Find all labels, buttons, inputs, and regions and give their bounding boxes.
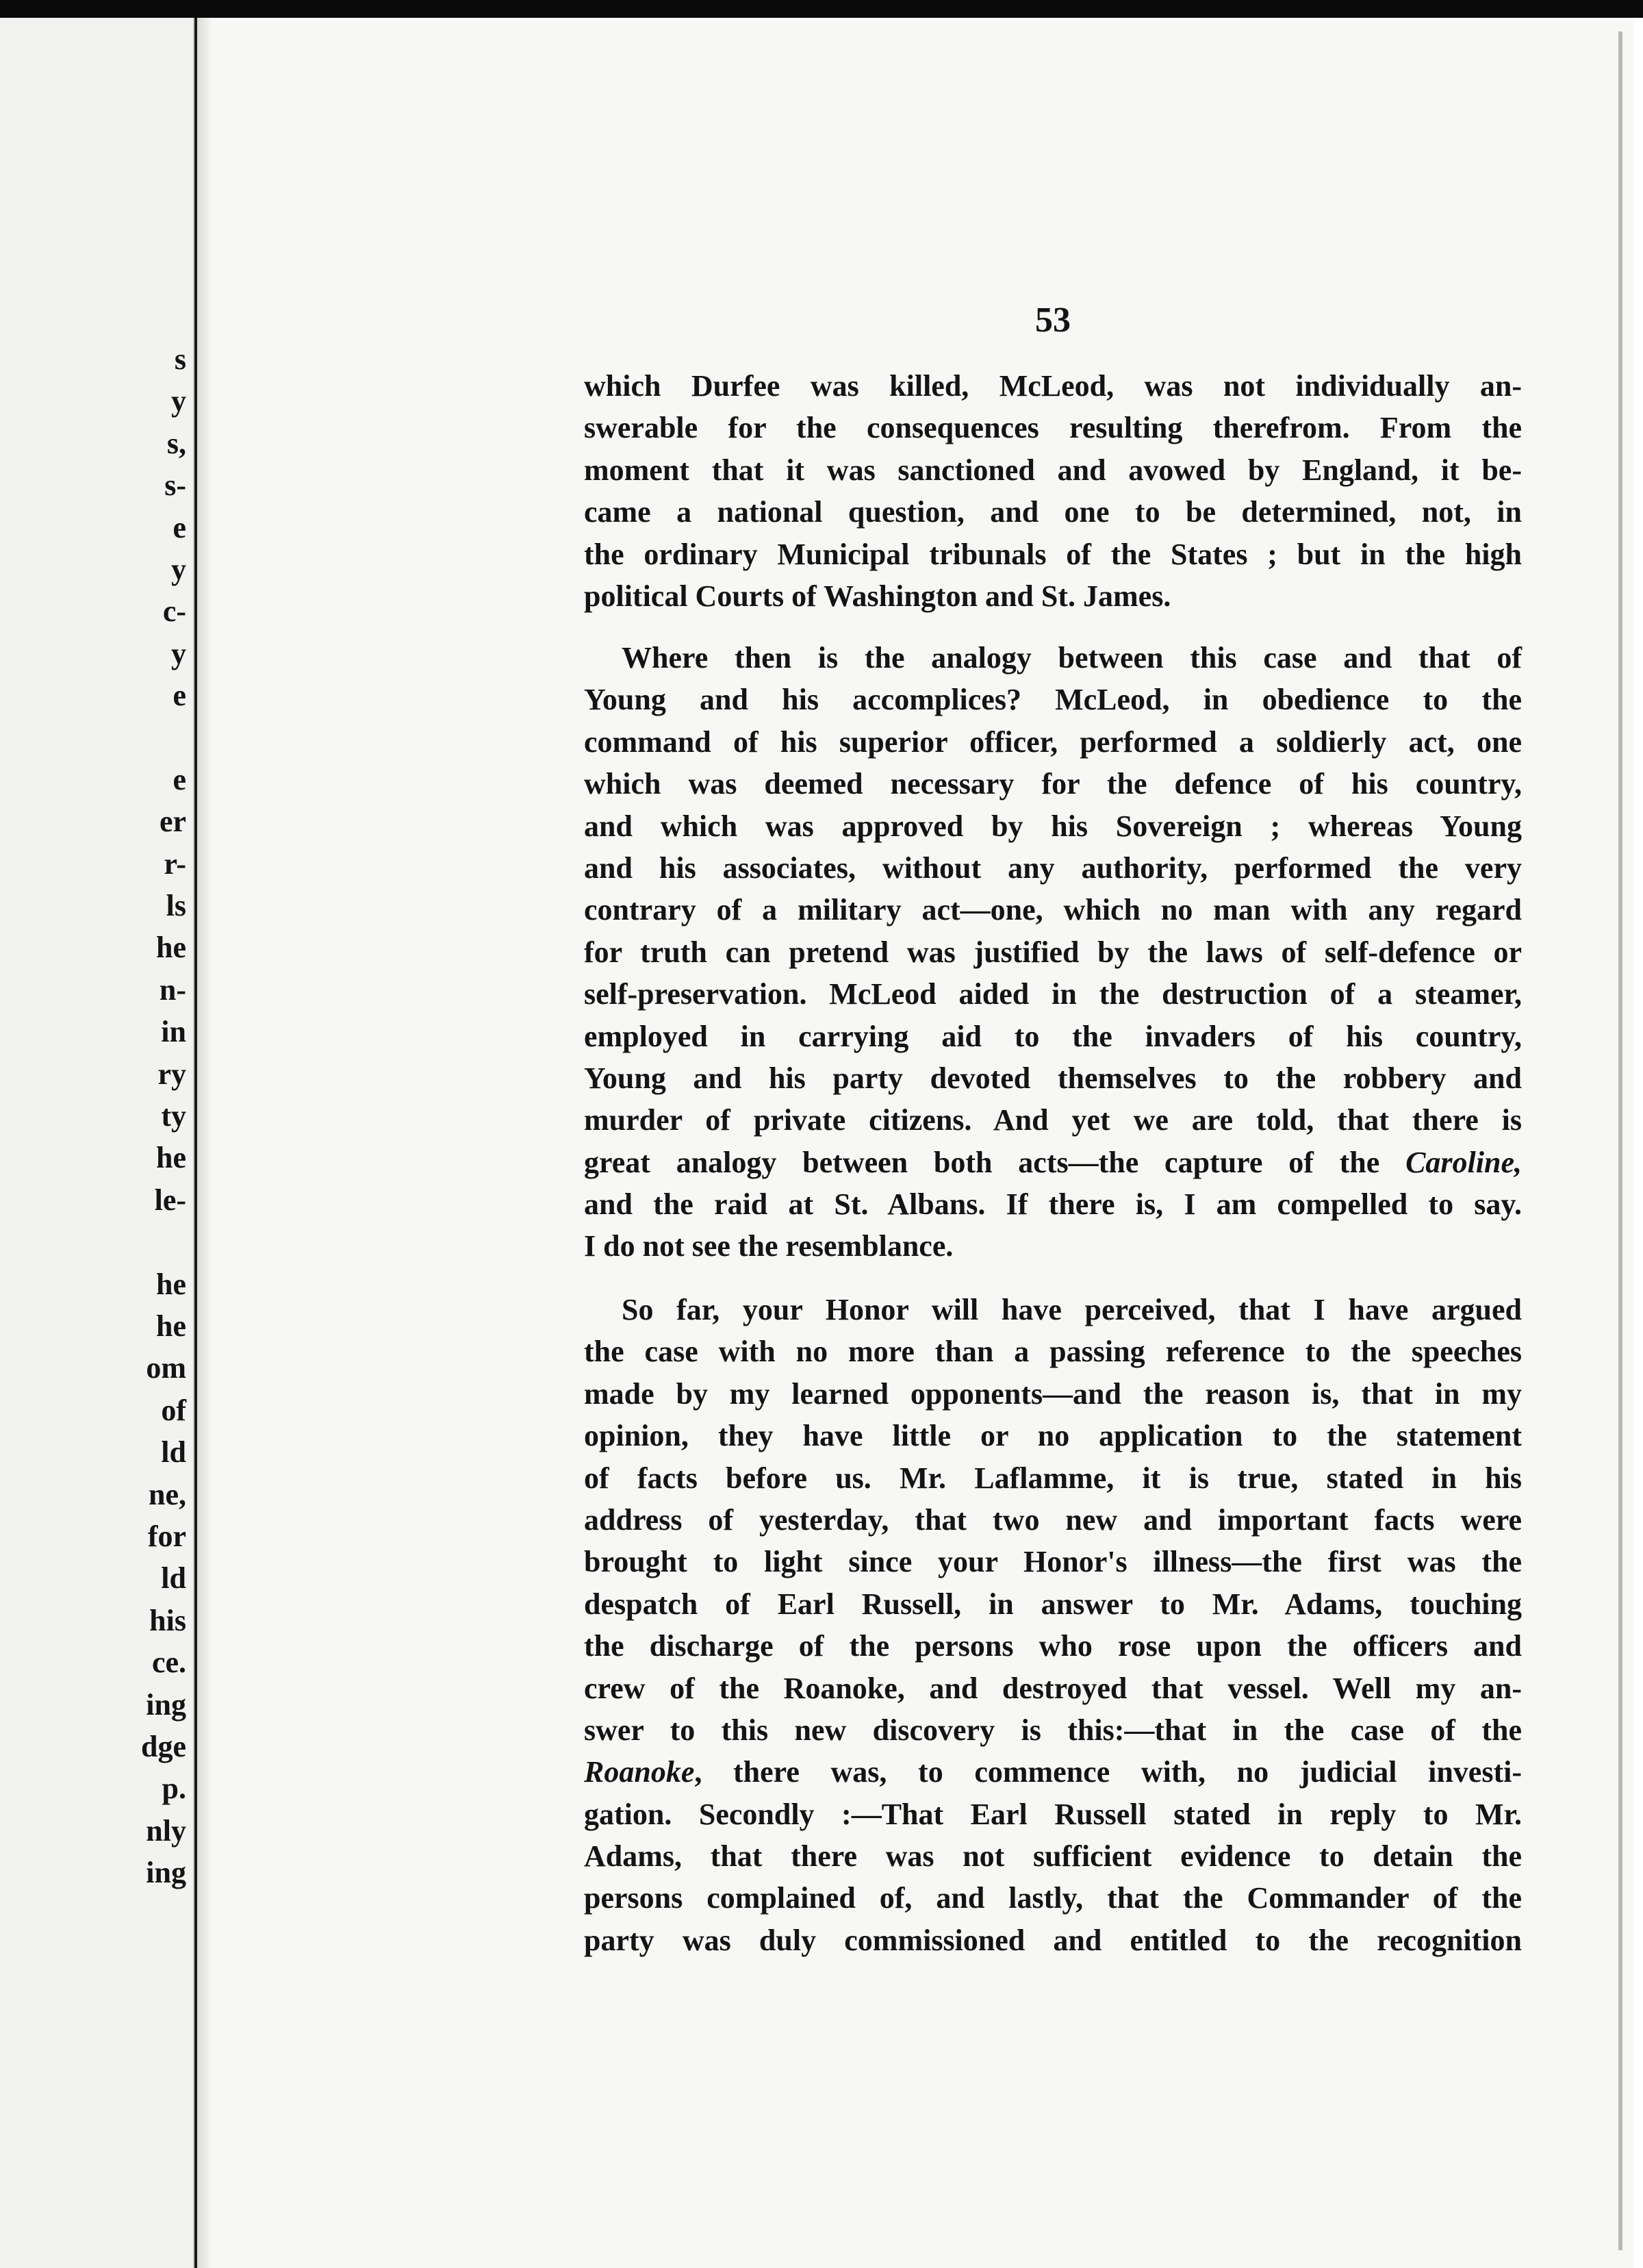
text-line: murder of private citizens. And yet we are told, that there is xyxy=(584,1103,1522,1137)
scan-top-edge xyxy=(0,0,1643,18)
fragment-line: y xyxy=(171,384,186,418)
fragment-line: p. xyxy=(162,1772,186,1806)
paragraph-3 xyxy=(584,1289,1522,1961)
fragment-line: for xyxy=(147,1519,186,1553)
paragraph-2 xyxy=(584,637,1522,1268)
text-line: crew of the Roanoke, and destroyed that vessel. Well my an- xyxy=(584,1671,1522,1705)
text-line: contrary of a military act—one, which no man with any regard xyxy=(584,893,1522,927)
text-line: the discharge of the persons who rose upon the officers and xyxy=(584,1629,1522,1663)
fragment-line: in xyxy=(161,1015,186,1049)
text-line: swerable for the consequences resulting therefrom. From the xyxy=(584,411,1522,445)
text-line: despatch of Earl Russell, in answer to Mr. Adams, touching xyxy=(584,1587,1522,1621)
fragment-line: ty xyxy=(161,1099,186,1133)
fragment-line: y xyxy=(171,636,186,670)
text-line-with-italic xyxy=(584,1142,1522,1183)
text-line: Adams, that there was not sufficient evidence to detain the xyxy=(584,1839,1522,1874)
page-edge-shadow xyxy=(1618,32,1622,2250)
text-line: and his associates, without any authority, performed the very xyxy=(584,850,1522,885)
fragment-line: of xyxy=(161,1393,186,1427)
text-line: address of yesterday, that two new and important facts were xyxy=(584,1502,1522,1537)
text-line: employed in carrying aid to the invaders of his country, xyxy=(584,1019,1522,1053)
text-line: So far, your Honor will have perceived, that I have argued xyxy=(622,1293,1522,1326)
facing-page-text-fragments xyxy=(77,338,186,1893)
fragment-line xyxy=(77,717,186,759)
fragment-line: s- xyxy=(164,468,186,503)
fragment-line: ing xyxy=(146,1856,186,1890)
text-line: Young and his party devoted themselves to the robbery and xyxy=(584,1061,1522,1095)
fragment-line: n- xyxy=(159,972,186,1007)
facing-page-left xyxy=(0,18,194,2268)
fragment-line: c- xyxy=(162,594,186,629)
text-line: Young and his accomplices? McLeod, in obedience to the xyxy=(584,683,1522,717)
text-line: made by my learned opponents—and the reason is, that in my xyxy=(584,1376,1522,1411)
text-line: I do not see the resemblance. xyxy=(584,1229,954,1263)
text-segment: great analogy between both acts—the capture of the xyxy=(584,1145,1406,1179)
text-line: Where then is the analogy between this case and that of xyxy=(622,641,1522,675)
fragment-line: dge xyxy=(141,1729,186,1763)
text-line: self-preservation. McLeod aided in the destruction of a steamer, xyxy=(584,977,1522,1011)
text-line-with-italic xyxy=(584,1751,1522,1793)
text-line: and which was approved by his Sovereign ; whereas Young xyxy=(584,809,1522,843)
text-line: which Durfee was killed, McLeod, was not individually an- xyxy=(584,369,1522,403)
fragment-line: e xyxy=(173,762,186,796)
text-line: party was duly commissioned and entitled to the recognition xyxy=(584,1923,1522,1957)
fragment-line: ce. xyxy=(151,1646,186,1680)
text-line: political Courts of Washington and St. James. xyxy=(584,579,1171,613)
fragment-line: le- xyxy=(154,1183,186,1217)
fragment-line: ld xyxy=(161,1561,186,1596)
fragment-line: ing xyxy=(146,1687,186,1722)
fragment-line: y xyxy=(171,552,186,586)
text-line: gation. Secondly :—That Earl Russell stated in reply to Mr. xyxy=(584,1797,1522,1831)
text-line: which was deemed necessary for the defence of his country, xyxy=(584,767,1522,801)
text-line: for truth can pretend was justified by the laws of self-defence or xyxy=(584,935,1522,969)
italic-ship-name: Roanoke xyxy=(584,1755,695,1789)
text-line: persons complained of, and lastly, that the Commander of the xyxy=(584,1881,1522,1915)
fragment-line: ld xyxy=(161,1435,186,1470)
fragment-line: he xyxy=(156,1267,186,1301)
fragment-line: s, xyxy=(166,426,186,460)
fragment-line: e xyxy=(173,679,186,713)
page-number: 53 xyxy=(1035,301,1071,340)
text-line: opinion, they have little or no application to the statement xyxy=(584,1419,1522,1453)
text-line: brought to light since your Honor's illness—the first was the xyxy=(584,1545,1522,1579)
text-line: the case with no more than a passing reference to the speeches xyxy=(584,1335,1522,1369)
fragment-line: nly xyxy=(146,1813,186,1848)
text-line: of facts before us. Mr. Laflamme, it is true, stated in his xyxy=(584,1461,1522,1495)
italic-ship-name: Caroline, xyxy=(1405,1145,1522,1179)
fragment-line: er xyxy=(159,805,186,839)
text-line: and the raid at St. Albans. If there is, I am compelled to say. xyxy=(584,1187,1522,1222)
fragment-line: his xyxy=(149,1603,186,1637)
text-line: the ordinary Municipal tribunals of the States ; but in the high xyxy=(584,537,1522,571)
fragment-line: ne, xyxy=(149,1477,186,1511)
fragment-line: he xyxy=(156,931,186,965)
fragment-line: he xyxy=(156,1309,186,1343)
book-page xyxy=(211,18,1633,2268)
fragment-line: s xyxy=(174,342,186,376)
fragment-line xyxy=(77,1221,186,1263)
text-line: came a national question, and one to be determined, not, in xyxy=(584,495,1522,529)
paragraph-1 xyxy=(584,365,1522,617)
fragment-line: e xyxy=(173,510,186,544)
fragment-line: r- xyxy=(164,846,186,881)
fragment-line: he xyxy=(156,1141,186,1175)
text-line: command of his superior officer, performed a soldierly act, one xyxy=(584,724,1522,759)
fragment-line: ry xyxy=(157,1057,186,1091)
text-line: swer to this new discovery is this:—that in the case of the xyxy=(584,1713,1522,1747)
book-gutter xyxy=(194,18,211,2268)
fragment-line: om xyxy=(146,1351,186,1385)
fragment-line: ls xyxy=(166,889,186,923)
text-line: moment that it was sanctioned and avowed by England, it be- xyxy=(584,453,1522,487)
text-segment: , there was, to commence with, no judicial investi- xyxy=(694,1755,1522,1789)
